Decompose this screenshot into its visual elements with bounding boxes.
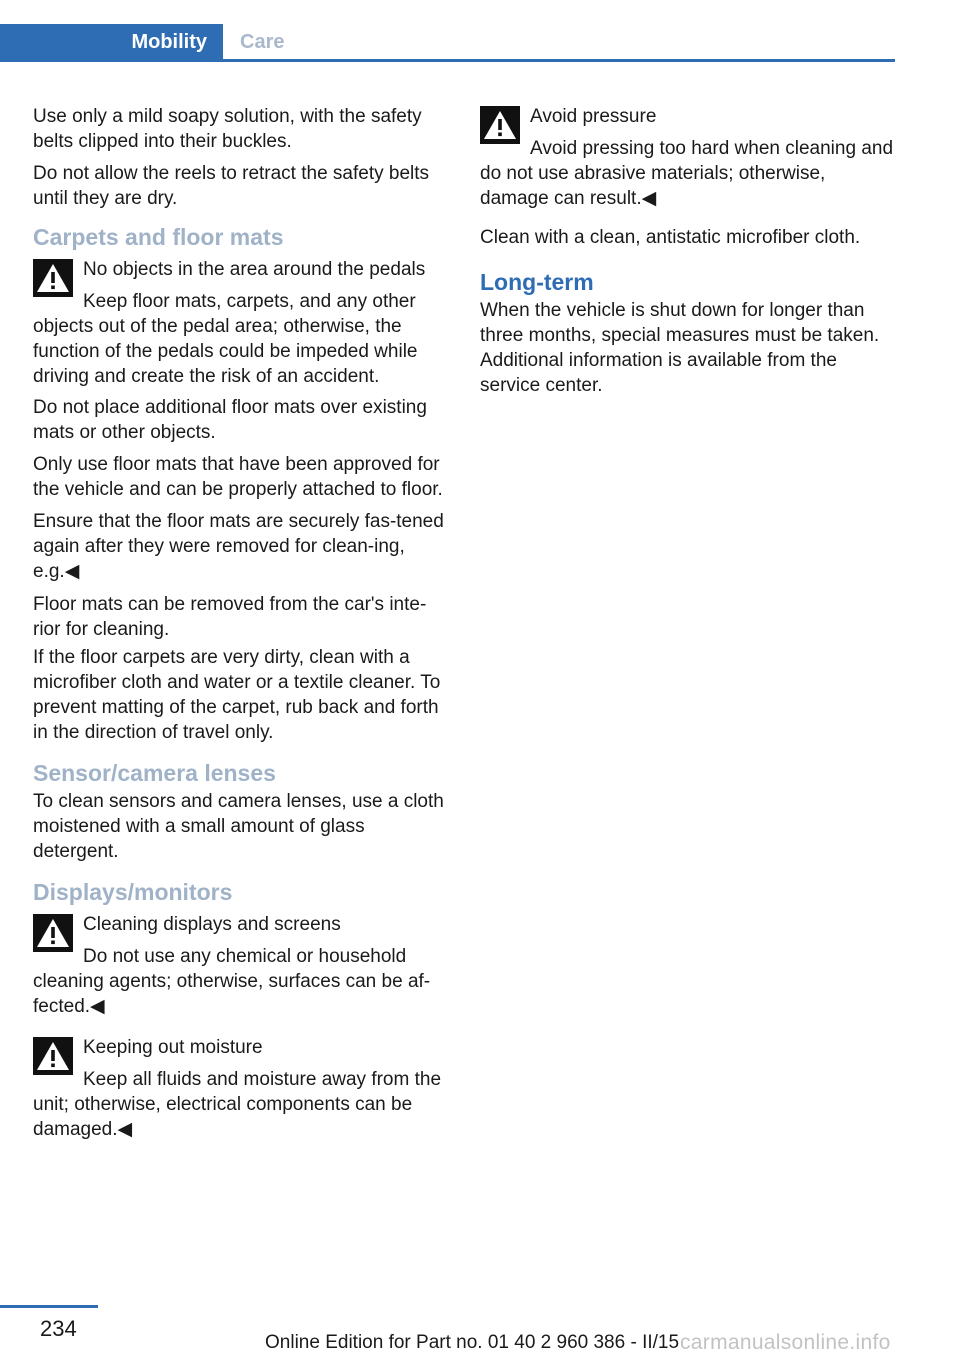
warning-icon <box>480 106 520 144</box>
paragraph-antistatic-cloth: Clean with a clean, antistatic microfiber cloth. <box>480 227 861 248</box>
paragraph-soapy-solution: Use only a mild soapy solution, with the safety belts clipped into their buckles. <box>33 106 422 152</box>
tab-mobility[interactable]: Mobility <box>0 24 223 59</box>
paragraph-dirty-carpets: If the floor carpets are very dirty, clean with a microfiber cloth and water or a textile cleaner. To prevent matting of the carpet, rub back and forth in the direction of travel only. <box>33 647 441 743</box>
paragraph-secure-mats: Ensure that the floor mats are securely fas‐tened again after they were removed for clean‐ing, e.g.◀ <box>33 511 444 582</box>
heading-sensor-lenses: Sensor/camera lenses <box>33 760 276 786</box>
right-column <box>480 104 895 405</box>
warning-pedals <box>33 257 448 389</box>
warning-title: Cleaning displays and screens <box>83 914 341 935</box>
warning-cleaning-displays <box>33 912 448 1019</box>
footer-rule <box>0 1305 98 1308</box>
warning-moisture <box>33 1035 448 1142</box>
heading-long-term: Long-term <box>480 269 594 295</box>
heading-displays: Displays/monitors <box>33 879 233 905</box>
left-column <box>33 104 448 1148</box>
warning-title: No objects in the area around the pedals <box>83 259 426 280</box>
warning-body: Do not use any chemical or household cleaning agents; otherwise, surfaces can be af‐fected.◀ <box>33 946 431 1017</box>
top-tab-bar <box>0 24 895 62</box>
warning-avoid-pressure <box>480 104 895 211</box>
warning-body: Keep floor mats, carpets, and any other objects out of the pedal area; otherwise, the function of the pedals could be impeded while driving and create the risk of an accident. <box>33 291 418 387</box>
warning-body: Avoid pressing too hard when cleaning and do not use abrasive materials; otherwise, damage can result.◀ <box>480 138 894 209</box>
tab-care[interactable]: Care <box>240 31 285 53</box>
paragraph-remove-mats: Floor mats can be removed from the car's inte‐rior for cleaning. <box>33 594 427 640</box>
warning-icon <box>33 259 73 297</box>
warning-body: Keep all fluids and moisture away from the unit; otherwise, electrical components can be damaged.◀ <box>33 1069 442 1140</box>
paragraph-additional-mats: Do not place additional floor mats over existing mats or other objects. <box>33 397 427 443</box>
paragraph-reels: Do not allow the reels to retract the safety belts until they are dry. <box>33 163 430 209</box>
tab-bar-rule <box>0 59 895 62</box>
page-number: 234 <box>40 1316 77 1341</box>
watermark: carmanualsonline.info <box>680 1331 891 1354</box>
warning-icon <box>33 1037 73 1075</box>
paragraph-approved-mats: Only use floor mats that have been approved for the vehicle and can be properly attached to floor. <box>33 454 443 500</box>
paragraph-long-term: When the vehicle is shut down for longer than three months, special measures must be taken. Additional information is available from the service center. <box>480 300 880 396</box>
heading-carpets: Carpets and floor mats <box>33 224 284 250</box>
warning-title: Avoid pressure <box>530 106 657 127</box>
warning-icon <box>33 914 73 952</box>
paragraph-clean-sensors: To clean sensors and camera lenses, use a cloth moistened with a small amount of glass detergent. <box>33 791 444 862</box>
warning-title: Keeping out moisture <box>83 1037 263 1058</box>
edition-note: Online Edition for Part no. 01 40 2 960 386 - II/15 <box>265 1332 680 1353</box>
